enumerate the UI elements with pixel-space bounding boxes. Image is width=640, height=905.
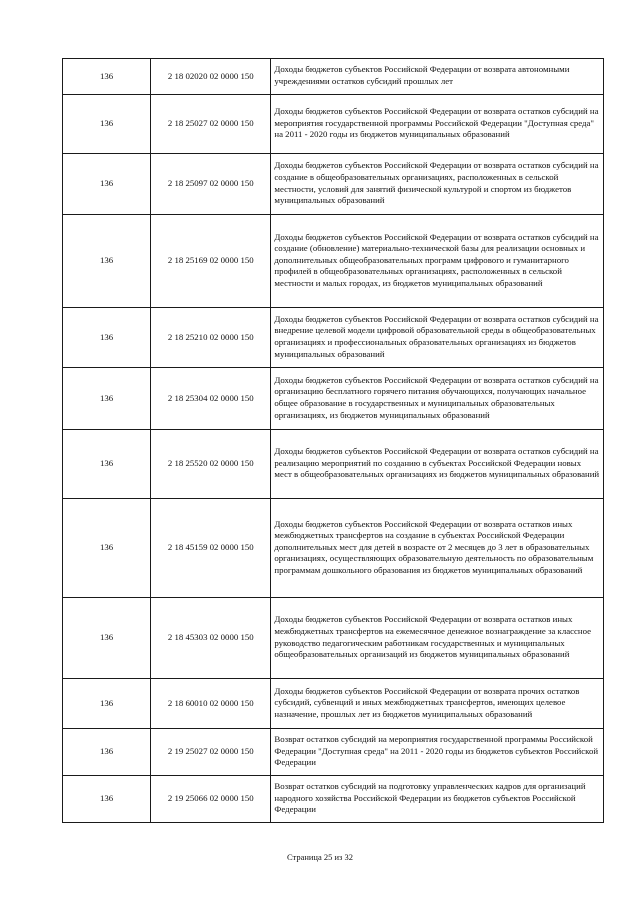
revenue-name-cell: Доходы бюджетов субъектов Российской Федерации от возврата остатков субсидий на организацию бесплатного горячего питания обучающихся, получающих начальное общее образование в государственных и муниципальных образовательных организациях, из бюджетов муниципальных образований xyxy=(271,368,604,430)
table-row xyxy=(63,95,604,154)
table-row xyxy=(63,368,604,430)
revenue-name-cell: Доходы бюджетов субъектов Российской Федерации от возврата остатков иных межбюджетных трансфертов на ежемесячное денежное вознаграждение за классное руководство педагогическим работникам государственных и муниципальных общеобразовательных организаций из бюджетов муниципальных образований xyxy=(271,598,604,679)
budget-code-cell: 2 18 25169 02 0000 150 xyxy=(151,215,271,308)
admin-code-cell: 136 xyxy=(63,430,151,499)
table-row xyxy=(63,776,604,823)
admin-code-cell: 136 xyxy=(63,215,151,308)
revenue-name-cell: Возврат остатков субсидий на мероприятия государственной программы Российской Федерации "Доступная среда" на 2011 - 2020 годы из бюджетов субъектов Российской Федерации xyxy=(271,729,604,776)
table-row xyxy=(63,598,604,679)
table-row xyxy=(63,154,604,215)
revenue-name-cell: Доходы бюджетов субъектов Российской Федерации от возврата остатков субсидий на создание (обновление) материально-технической базы для реализации основных и дополнительных общеобразовательных программ цифрового и гуманитарного профилей в общеобразовательных организациях, расположенных в сельской местности и малых городах, из бюджетов муниципальных образований xyxy=(271,215,604,308)
admin-code-cell: 136 xyxy=(63,308,151,368)
table-row xyxy=(63,679,604,729)
admin-code-cell: 136 xyxy=(63,729,151,776)
revenue-name-cell: Доходы бюджетов субъектов Российской Федерации от возврата прочих остатков субсидий, субвенций и иных межбюджетных трансфертов, имеющих целевое назначение, прошлых лет из бюджетов муниципальных образований xyxy=(271,679,604,729)
budget-code-cell: 2 18 25027 02 0000 150 xyxy=(151,95,271,154)
budget-code-cell: 2 18 25520 02 0000 150 xyxy=(151,430,271,499)
budget-code-cell: 2 18 45303 02 0000 150 xyxy=(151,598,271,679)
budget-code-cell: 2 18 25210 02 0000 150 xyxy=(151,308,271,368)
page-number: Страница 25 из 32 xyxy=(286,852,354,862)
table-row xyxy=(63,729,604,776)
table-row xyxy=(63,308,604,368)
admin-code-cell: 136 xyxy=(63,499,151,598)
budget-code-cell: 2 18 45159 02 0000 150 xyxy=(151,499,271,598)
revenue-name-cell: Доходы бюджетов субъектов Российской Федерации от возврата остатков субсидий на реализацию мероприятий по созданию в субъектах Российской Федерации новых мест в общеобразовательных организациях из бюджетов муниципальных образований xyxy=(271,430,604,499)
table-row xyxy=(63,215,604,308)
admin-code-cell: 136 xyxy=(63,95,151,154)
admin-code-cell: 136 xyxy=(63,59,151,95)
table-row xyxy=(63,499,604,598)
budget-code-cell: 2 18 25097 02 0000 150 xyxy=(151,154,271,215)
revenue-name-cell: Доходы бюджетов субъектов Российской Федерации от возврата остатков иных межбюджетных трансфертов на создание в субъектах Российской Федерации дополнительных мест для детей в возрасте от 2 месяцев до 3 лет в образовательных организациях, осуществляющих образовательную деятельность по образовательным программам дошкольного образования из бюджетов муниципальных образований xyxy=(271,499,604,598)
budget-code-cell: 2 19 25066 02 0000 150 xyxy=(151,776,271,823)
revenue-name-cell: Доходы бюджетов субъектов Российской Федерации от возврата остатков субсидий на мероприятия государственной программы Российской Федерации "Доступная среда" на 2011 - 2020 годы из бюджетов муниципальных образований xyxy=(271,95,604,154)
revenue-codes-table xyxy=(62,58,604,823)
budget-code-cell: 2 18 60010 02 0000 150 xyxy=(151,679,271,729)
budget-code-cell: 2 18 02020 02 0000 150 xyxy=(151,59,271,95)
revenue-name-cell: Возврат остатков субсидий на подготовку управленческих кадров для организаций народного хозяйства Российской Федерации из бюджетов субъектов Российской Федерации xyxy=(271,776,604,823)
budget-code-cell: 2 19 25027 02 0000 150 xyxy=(151,729,271,776)
table-row xyxy=(63,59,604,95)
admin-code-cell: 136 xyxy=(63,776,151,823)
revenue-name-cell: Доходы бюджетов субъектов Российской Федерации от возврата автономными учреждениями остатков субсидий прошлых лет xyxy=(271,59,604,95)
admin-code-cell: 136 xyxy=(63,154,151,215)
admin-code-cell: 136 xyxy=(63,679,151,729)
budget-code-cell: 2 18 25304 02 0000 150 xyxy=(151,368,271,430)
revenue-name-cell: Доходы бюджетов субъектов Российской Федерации от возврата остатков субсидий на создание в общеобразовательных организациях, расположенных в сельской местности, условий для занятий физической культурой и спортом из бюджетов муниципальных образований xyxy=(271,154,604,215)
admin-code-cell: 136 xyxy=(63,368,151,430)
table-row xyxy=(63,430,604,499)
admin-code-cell: 136 xyxy=(63,598,151,679)
revenue-name-cell: Доходы бюджетов субъектов Российской Федерации от возврата остатков субсидий на внедрение целевой модели цифровой образовательной среды в общеобразовательных организациях и профессиональных образовательных организациях из бюджетов муниципальных образований xyxy=(271,308,604,368)
